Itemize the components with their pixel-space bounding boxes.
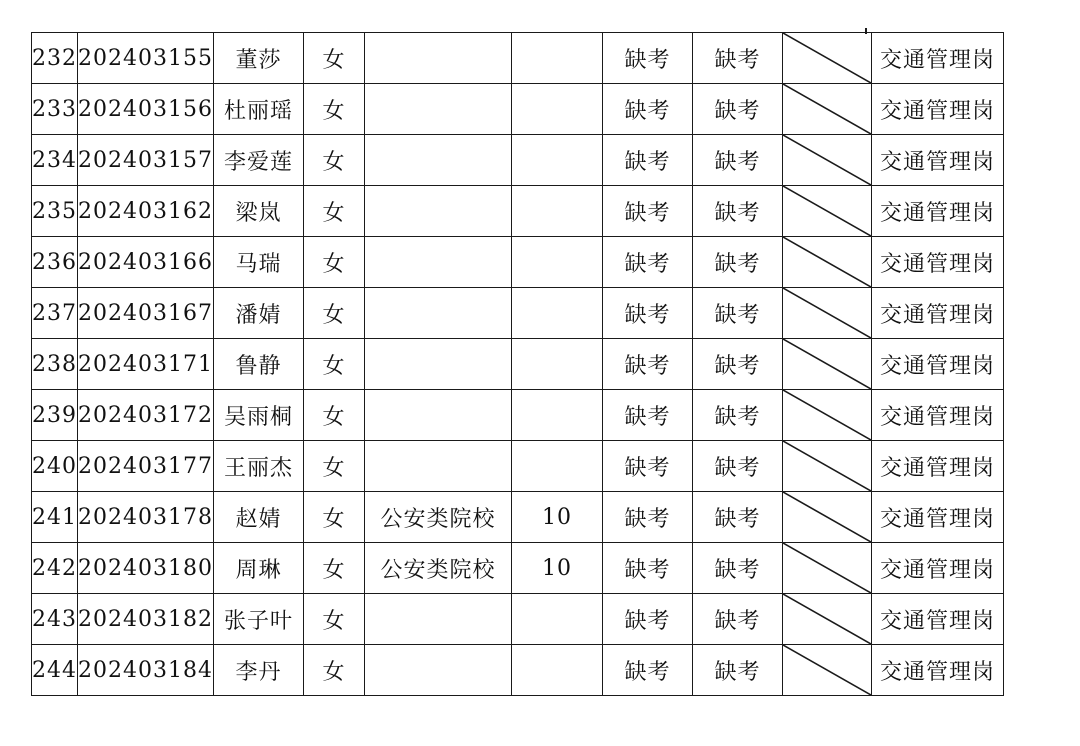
exam-status-cell: 缺考 — [602, 288, 692, 339]
gender-cell: 女 — [303, 390, 364, 441]
exam-id-cell: 202403162 — [78, 186, 214, 237]
candidate-name-cell: 鲁静 — [213, 339, 303, 390]
school-type-cell — [364, 33, 511, 84]
diagonal-slash-icon — [783, 237, 871, 287]
struck-out-cell — [782, 84, 871, 135]
diagonal-slash-icon — [783, 339, 871, 389]
exam-status-cell: 缺考 — [692, 492, 782, 543]
table-row — [32, 441, 1004, 492]
exam-id-cell: 202403171 — [78, 339, 214, 390]
row-number-cell: 237 — [32, 288, 78, 339]
exam-id-cell: 202403172 — [78, 390, 214, 441]
table-row — [32, 288, 1004, 339]
school-type-cell — [364, 339, 511, 390]
candidate-name-cell: 王丽杰 — [213, 441, 303, 492]
struck-out-cell — [782, 645, 871, 696]
table-row — [32, 186, 1004, 237]
struck-out-cell — [782, 288, 871, 339]
diagonal-slash-icon — [783, 186, 871, 236]
gender-cell: 女 — [303, 33, 364, 84]
gender-cell: 女 — [303, 492, 364, 543]
results-sheet — [31, 32, 1004, 696]
gender-cell: 女 — [303, 645, 364, 696]
diagonal-slash-icon — [783, 441, 871, 491]
row-number-cell: 243 — [32, 594, 78, 645]
bonus-score-cell — [511, 390, 602, 441]
row-number-cell: 242 — [32, 543, 78, 594]
position-cell: 交通管理岗 — [871, 84, 1003, 135]
position-cell: 交通管理岗 — [871, 186, 1003, 237]
exam-status-cell: 缺考 — [602, 645, 692, 696]
exam-id-cell: 202403177 — [78, 441, 214, 492]
exam-status-cell: 缺考 — [692, 186, 782, 237]
struck-out-cell — [782, 186, 871, 237]
bonus-score-cell — [511, 441, 602, 492]
table-row — [32, 237, 1004, 288]
struck-out-cell — [782, 543, 871, 594]
position-cell: 交通管理岗 — [871, 492, 1003, 543]
exam-status-cell: 缺考 — [692, 84, 782, 135]
position-cell: 交通管理岗 — [871, 237, 1003, 288]
exam-status-cell: 缺考 — [602, 84, 692, 135]
gender-cell: 女 — [303, 135, 364, 186]
exam-status-cell: 缺考 — [692, 33, 782, 84]
row-number-cell: 235 — [32, 186, 78, 237]
candidate-name-cell: 潘婧 — [213, 288, 303, 339]
table-body — [32, 33, 1004, 696]
row-number-cell: 233 — [32, 84, 78, 135]
position-cell: 交通管理岗 — [871, 543, 1003, 594]
candidate-name-cell: 梁岚 — [213, 186, 303, 237]
struck-out-cell — [782, 594, 871, 645]
table-row — [32, 543, 1004, 594]
gender-cell: 女 — [303, 84, 364, 135]
exam-id-cell: 202403166 — [78, 237, 214, 288]
struck-out-cell — [782, 237, 871, 288]
bonus-score-cell — [511, 288, 602, 339]
table-row — [32, 645, 1004, 696]
exam-status-cell: 缺考 — [692, 339, 782, 390]
exam-status-cell: 缺考 — [692, 594, 782, 645]
exam-id-cell: 202403180 — [78, 543, 214, 594]
struck-out-cell — [782, 135, 871, 186]
candidate-name-cell: 周琳 — [213, 543, 303, 594]
table-row — [32, 390, 1004, 441]
gender-cell: 女 — [303, 288, 364, 339]
position-cell: 交通管理岗 — [871, 288, 1003, 339]
school-type-cell — [364, 594, 511, 645]
bonus-score-cell — [511, 339, 602, 390]
school-type-cell — [364, 390, 511, 441]
exam-status-cell: 缺考 — [602, 186, 692, 237]
school-type-cell — [364, 135, 511, 186]
table-row — [32, 84, 1004, 135]
gender-cell: 女 — [303, 237, 364, 288]
candidate-name-cell: 李爱莲 — [213, 135, 303, 186]
exam-status-cell: 缺考 — [692, 543, 782, 594]
exam-status-cell: 缺考 — [602, 237, 692, 288]
row-number-cell: 238 — [32, 339, 78, 390]
candidate-results-table — [31, 32, 1004, 696]
diagonal-slash-icon — [783, 288, 871, 338]
struck-out-cell — [782, 390, 871, 441]
bonus-score-cell — [511, 594, 602, 645]
row-number-cell: 234 — [32, 135, 78, 186]
row-number-cell: 239 — [32, 390, 78, 441]
diagonal-slash-icon — [783, 390, 871, 440]
exam-status-cell: 缺考 — [602, 33, 692, 84]
exam-status-cell: 缺考 — [692, 441, 782, 492]
row-number-cell: 244 — [32, 645, 78, 696]
bonus-score-cell: 10 — [511, 492, 602, 543]
bonus-score-cell — [511, 33, 602, 84]
table-row — [32, 135, 1004, 186]
bonus-score-cell — [511, 645, 602, 696]
row-number-cell: 240 — [32, 441, 78, 492]
exam-status-cell: 缺考 — [602, 594, 692, 645]
exam-id-cell: 202403157 — [78, 135, 214, 186]
candidate-name-cell: 赵婧 — [213, 492, 303, 543]
bonus-score-cell: 10 — [511, 543, 602, 594]
position-cell: 交通管理岗 — [871, 33, 1003, 84]
diagonal-slash-icon — [783, 645, 871, 695]
bonus-score-cell — [511, 237, 602, 288]
table-row — [32, 33, 1004, 84]
exam-status-cell: 缺考 — [692, 135, 782, 186]
school-type-cell — [364, 237, 511, 288]
diagonal-slash-icon — [783, 135, 871, 185]
row-number-cell: 232 — [32, 33, 78, 84]
school-type-cell: 公安类院校 — [364, 492, 511, 543]
school-type-cell — [364, 288, 511, 339]
exam-status-cell: 缺考 — [602, 543, 692, 594]
school-type-cell — [364, 645, 511, 696]
candidate-name-cell: 董莎 — [213, 33, 303, 84]
exam-status-cell: 缺考 — [602, 135, 692, 186]
candidate-name-cell: 张子叶 — [213, 594, 303, 645]
position-cell: 交通管理岗 — [871, 135, 1003, 186]
diagonal-slash-icon — [783, 33, 871, 83]
struck-out-cell — [782, 33, 871, 84]
school-type-cell: 公安类院校 — [364, 543, 511, 594]
candidate-name-cell: 李丹 — [213, 645, 303, 696]
exam-status-cell: 缺考 — [692, 237, 782, 288]
table-row — [32, 492, 1004, 543]
diagonal-slash-icon — [783, 594, 871, 644]
school-type-cell — [364, 84, 511, 135]
candidate-name-cell: 杜丽瑶 — [213, 84, 303, 135]
bonus-score-cell — [511, 84, 602, 135]
exam-status-cell: 缺考 — [692, 288, 782, 339]
gender-cell: 女 — [303, 339, 364, 390]
position-cell: 交通管理岗 — [871, 441, 1003, 492]
diagonal-slash-icon — [783, 492, 871, 542]
table-row — [32, 594, 1004, 645]
bonus-score-cell — [511, 186, 602, 237]
struck-out-cell — [782, 339, 871, 390]
gender-cell: 女 — [303, 543, 364, 594]
exam-status-cell: 缺考 — [602, 390, 692, 441]
exam-status-cell: 缺考 — [692, 645, 782, 696]
exam-status-cell: 缺考 — [602, 492, 692, 543]
candidate-name-cell: 马瑞 — [213, 237, 303, 288]
gender-cell: 女 — [303, 186, 364, 237]
diagonal-slash-icon — [783, 84, 871, 134]
exam-id-cell: 202403182 — [78, 594, 214, 645]
school-type-cell — [364, 186, 511, 237]
position-cell: 交通管理岗 — [871, 594, 1003, 645]
position-cell: 交通管理岗 — [871, 339, 1003, 390]
position-cell: 交通管理岗 — [871, 390, 1003, 441]
exam-status-cell: 缺考 — [692, 390, 782, 441]
struck-out-cell — [782, 492, 871, 543]
position-cell: 交通管理岗 — [871, 645, 1003, 696]
table-row — [32, 339, 1004, 390]
gender-cell: 女 — [303, 441, 364, 492]
school-type-cell — [364, 441, 511, 492]
exam-id-cell: 202403156 — [78, 84, 214, 135]
struck-out-cell — [782, 441, 871, 492]
exam-id-cell: 202403184 — [78, 645, 214, 696]
exam-status-cell: 缺考 — [602, 441, 692, 492]
row-number-cell: 236 — [32, 237, 78, 288]
gender-cell: 女 — [303, 594, 364, 645]
exam-status-cell: 缺考 — [602, 339, 692, 390]
exam-id-cell: 202403178 — [78, 492, 214, 543]
exam-id-cell: 202403155 — [78, 33, 214, 84]
candidate-name-cell: 吴雨桐 — [213, 390, 303, 441]
row-number-cell: 241 — [32, 492, 78, 543]
diagonal-slash-icon — [783, 543, 871, 593]
exam-id-cell: 202403167 — [78, 288, 214, 339]
bonus-score-cell — [511, 135, 602, 186]
